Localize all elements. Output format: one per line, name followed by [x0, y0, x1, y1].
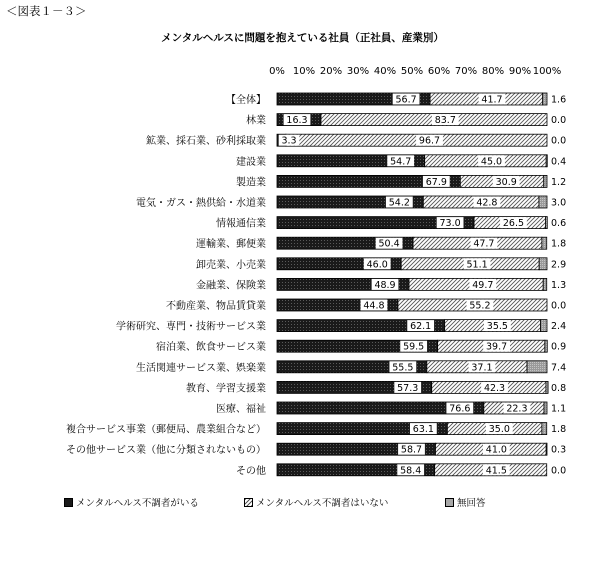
category-label: 【全体】 [226, 95, 266, 106]
bar-segment-no-answer [543, 93, 547, 105]
x-tick-label: 40% [373, 66, 397, 77]
category-label: その他 [236, 465, 266, 477]
data-label-absent: 96.7 [418, 135, 441, 147]
category-label: 鉱業、採石業、砂利採取業 [146, 136, 266, 148]
data-label-absent: 41.7 [481, 94, 503, 106]
legend-swatch-no-answer [445, 498, 454, 507]
bar-segment-no-answer [545, 340, 547, 352]
data-label-no-answer: 0.0 [551, 300, 567, 312]
data-label-absent: 37.1 [471, 362, 493, 374]
category-label: 運輸業、郵便業 [196, 239, 266, 251]
data-label-present: 54.7 [390, 156, 412, 168]
data-label-no-answer: 1.8 [551, 238, 567, 250]
legend-swatch-present [64, 498, 73, 507]
bar-segment-no-answer [543, 278, 547, 290]
category-label: 医療、福祉 [216, 404, 266, 415]
bar-segment-no-answer [539, 196, 547, 208]
bar-segment-no-answer [541, 320, 547, 332]
legend-label-present: メンタルヘルス不調者がいる [76, 498, 199, 509]
data-label-present: 67.9 [425, 176, 447, 188]
category-label: 建設業 [236, 156, 266, 168]
x-tick-label: 100% [532, 66, 562, 77]
data-label-no-answer: 0.0 [551, 115, 567, 127]
category-label: 情報通信業 [216, 218, 266, 230]
legend-item-no-answer [445, 495, 486, 509]
data-label-present: 57.3 [397, 382, 419, 394]
legend-label-absent: メンタルヘルス不調者はいない [256, 498, 389, 509]
data-label-no-answer: 1.2 [551, 176, 567, 188]
data-label-present: 48.9 [374, 279, 396, 291]
data-label-absent: 45.0 [480, 156, 503, 168]
bar-segment-no-answer [546, 443, 547, 455]
data-label-no-answer: 0.6 [551, 218, 567, 230]
data-label-present: 3.3 [281, 135, 297, 147]
bar-segment-no-answer [544, 402, 547, 414]
category-label: 生活関連サービス業、娯楽業 [136, 362, 266, 374]
data-label-present: 54.2 [388, 197, 410, 209]
data-label-no-answer: 0.0 [551, 135, 567, 147]
category-label: 宿泊業、飲食サービス業 [156, 342, 266, 354]
legend-label-no-answer: 無回答 [457, 498, 486, 509]
data-label-absent: 42.8 [476, 197, 498, 209]
category-label: 金融業、保険業 [196, 280, 266, 292]
data-label-no-answer: 0.8 [551, 382, 567, 394]
data-label-no-answer: 2.4 [551, 321, 567, 333]
data-label-present: 59.5 [403, 341, 425, 353]
bar-segment-no-answer [546, 217, 548, 229]
data-label-no-answer: 7.4 [551, 362, 567, 374]
bar-segment-no-answer [546, 155, 547, 167]
data-label-present: 76.6 [449, 403, 471, 415]
x-tick-label: 90% [508, 66, 532, 77]
legend-item-absent [244, 495, 388, 509]
category-label: 複合サービス事業（郵便局、農業組合など） [66, 424, 266, 436]
bar-segment-no-answer [527, 361, 547, 373]
x-tick-label: 60% [427, 66, 451, 77]
category-label: その他サービス業（他に分類されないもの） [66, 445, 266, 457]
data-label-absent: 35.5 [486, 321, 508, 333]
x-tick-label: 30% [346, 66, 370, 77]
x-tick-label: 10% [292, 66, 316, 77]
data-label-absent: 22.3 [506, 403, 528, 415]
data-label-absent: 41.5 [485, 465, 507, 477]
data-label-absent: 55.2 [469, 300, 491, 312]
data-label-present: 58.4 [400, 465, 422, 477]
data-label-present: 16.3 [286, 115, 308, 127]
data-label-present: 63.1 [412, 424, 434, 436]
bar-segment-no-answer [542, 423, 547, 435]
data-label-absent: 30.9 [495, 176, 517, 188]
data-label-absent: 49.7 [472, 279, 494, 291]
data-label-present: 62.1 [410, 321, 432, 333]
bar-segment-no-answer [542, 237, 547, 249]
x-tick-label: 50% [400, 66, 424, 77]
data-label-absent: 41.0 [485, 444, 507, 456]
x-tick-label: 70% [454, 66, 478, 77]
category-label: 不動産業、物品賃貸業 [166, 301, 266, 312]
data-label-no-answer: 1.1 [551, 403, 567, 415]
category-label: 卸売業、小売業 [196, 259, 266, 271]
data-label-no-answer: 0.9 [551, 341, 567, 353]
data-label-present: 58.7 [400, 444, 423, 456]
x-tick-label: 80% [481, 66, 505, 77]
data-label-present: 55.5 [392, 362, 414, 374]
category-label: 教育、学習支援業 [186, 383, 266, 395]
data-label-absent: 42.3 [483, 382, 506, 394]
data-label-no-answer: 0.3 [551, 444, 567, 456]
category-label: 電気・ガス・熱供給・水道業 [136, 198, 266, 209]
data-label-no-answer: 2.9 [551, 259, 567, 271]
legend-swatch-absent [244, 498, 253, 507]
chart-title: メンタルヘルスに問題を抱えている社員（正社員、産業別） [161, 32, 444, 44]
data-label-no-answer: 1.6 [551, 94, 567, 106]
data-label-absent: 51.1 [466, 259, 488, 271]
data-label-no-answer: 1.8 [551, 424, 567, 436]
data-label-absent: 35.0 [488, 424, 510, 436]
data-label-no-answer: 3.0 [551, 197, 567, 209]
data-label-absent: 39.7 [486, 341, 508, 353]
data-label-present: 44.8 [363, 300, 385, 312]
bar-segment-no-answer [539, 258, 547, 270]
data-label-no-answer: 0.0 [551, 465, 567, 477]
data-label-absent: 26.5 [502, 218, 525, 230]
data-label-no-answer: 1.3 [551, 279, 567, 291]
data-label-absent: 47.7 [473, 238, 495, 250]
x-tick-label: 20% [319, 66, 343, 77]
legend-item-present [64, 495, 199, 509]
data-label-present: 50.4 [378, 238, 400, 250]
data-label-present: 73.0 [439, 218, 461, 230]
category-label: 林業 [246, 115, 266, 127]
data-label-present: 46.0 [366, 259, 388, 271]
data-label-no-answer: 0.4 [551, 156, 567, 168]
bar-segment-no-answer [544, 175, 547, 187]
bar-segment-no-answer [546, 381, 548, 393]
category-label: 学術研究、専門・技術サービス業 [116, 321, 266, 333]
x-tick-label: 0% [269, 66, 285, 77]
category-label: 製造業 [236, 177, 266, 189]
figure-label: ＜図表１－３＞ [6, 4, 87, 18]
data-label-absent: 83.7 [434, 115, 456, 127]
data-label-present: 56.7 [395, 94, 417, 106]
